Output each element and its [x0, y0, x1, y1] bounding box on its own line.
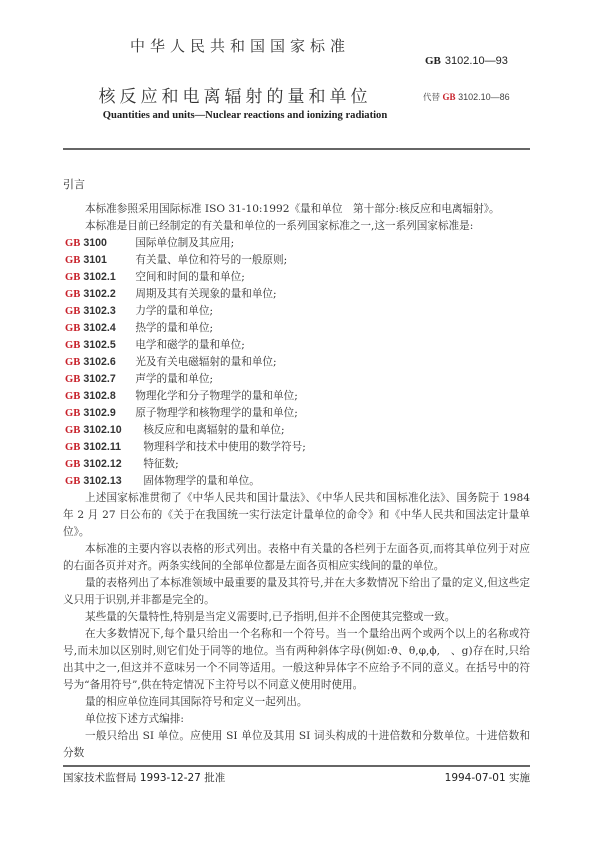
standard-number: 3102.3 [83, 305, 116, 317]
standard-number: 3102.5 [83, 339, 116, 351]
standard-title: 声学的量和单位; [135, 373, 214, 385]
footer-divider [63, 765, 530, 767]
standard-list-item [63, 354, 530, 371]
standard-list-item [63, 235, 530, 252]
standard-prefix: GB [65, 425, 81, 436]
standard-list-item [63, 439, 530, 456]
standard-title: 核反应和电离辐射的量和单位; [143, 424, 285, 436]
replaces-note [423, 91, 510, 103]
main-content [63, 178, 530, 785]
standard-number: 3102.13 [83, 475, 122, 487]
standard-prefix: GB [65, 323, 81, 334]
standard-number: 3102.6 [83, 356, 116, 368]
standard-list-item [63, 422, 530, 439]
effective-date: 1994-07-01 实施 [444, 771, 530, 784]
code-prefix: GB [425, 55, 441, 67]
standard-list-item [63, 456, 530, 473]
standard-list-item [63, 303, 530, 320]
standard-prefix: GB [65, 442, 81, 453]
standard-list-item [63, 405, 530, 422]
standard-number: 3102.1 [83, 271, 116, 283]
standard-number: 3102.4 [83, 322, 116, 334]
standard-title: 有关量、单位和符号的一般原则; [135, 254, 288, 266]
paragraph: 一般只给出 SI 单位。应使用 SI 单位及其用 SI 词头构成的十进倍数和分数单位。十进倍数和分数 [63, 730, 530, 759]
standard-prefix: GB [65, 272, 81, 283]
approval-date: 国家技术监督局 1993-12-27 批准 [63, 771, 226, 784]
replaces-number: 3102.10—86 [458, 92, 510, 102]
standard-prefix: GB [65, 476, 81, 487]
standard-title: 热学的量和单位; [135, 322, 214, 334]
paragraph: 本标准的主要内容以表格的形式列出。表格中有关量的各栏列于左面各页,而将其单位列于对应的右面各页并对齐。两条实线间的全部单位都是左面各页相应实线间的量的单位。 [63, 543, 530, 572]
paragraph: 单位按下述方式编排: [85, 713, 184, 725]
paragraph: 量的相应单位连同其国际符号和定义一起列出。 [85, 696, 308, 708]
standard-title: 空间和时间的量和单位; [135, 271, 245, 283]
standard-prefix: GB [65, 289, 81, 300]
document-body [63, 201, 530, 762]
standard-prefix: GB [65, 238, 81, 249]
paragraph: 本标准是目前已经制定的有关量和单位的一系列国家标准之一,这一系列国家标准是: [85, 220, 474, 232]
standard-prefix: GB [65, 374, 81, 385]
standard-title: 电学和磁学的量和单位; [135, 339, 245, 351]
standard-list-item [63, 286, 530, 303]
footer [63, 771, 530, 785]
standards-list [63, 235, 530, 490]
paragraph: 在大多数情况下,每个量只给出一个名称和一个符号。当一个量给出两个或两个以上的名称或符号,而未加以区别时,则它们处于同等的地位。当有两种斜体字母(例如:ϑ、θ,φ,ϕ, 、g)存在时,只给出其中之一,但这并不意味另一个不同等适用。一般这种异体字不应给予不同的意义。在括号中的符号为“备用符号”,供在特定情况下主符号以不同意义使用时使用。 [63, 628, 530, 691]
standard-number: 3102.11 [83, 441, 122, 453]
standard-title: 物理化学和分子物理学的量和单位; [135, 390, 298, 402]
national-standard-heading: 中华人民共和国国家标准 [129, 37, 350, 55]
standard-number: 3102.2 [83, 288, 116, 300]
standard-title: 国际单位制及其应用; [135, 237, 235, 249]
standard-prefix: GB [65, 391, 81, 402]
standard-list-item [63, 371, 530, 388]
standard-number: 3102.9 [83, 407, 116, 419]
paragraph: 某些量的矢量特性,特别是当定义需要时,已予指明,但并不企图使其完整或一致。 [85, 611, 456, 623]
code-number: 3102.10—93 [444, 55, 508, 67]
section-heading: 引言 [63, 178, 85, 191]
replaces-prefix: GB [442, 92, 456, 102]
standard-number: 3102.8 [83, 390, 116, 402]
english-title: Quantities and units—Nuclear reactions and ionizing radiation [102, 110, 388, 121]
standard-prefix: GB [65, 306, 81, 317]
standard-number: 3100 [83, 237, 107, 249]
paragraph: 量的表格列出了本标准领域中最重要的量及其符号,并在大多数情况下给出了量的定义,但这些定义只用于识别,并非都是完全的。 [63, 577, 530, 606]
document-title: 核反应和电离辐射的量和单位 [98, 87, 372, 107]
standard-number: 3102.12 [83, 458, 122, 470]
standard-title: 物理科学和技术中使用的数学符号; [143, 441, 306, 453]
standard-title: 特征数; [143, 458, 179, 470]
standard-number: 3101 [83, 254, 107, 266]
paragraph: 上述国家标准贯彻了《中华人民共和国计量法》、《中华人民共和国标准化法》、国务院于 1984 年 2 月 27 日公布的《关于在我国统一实行法定计量单位的命令》和《中华人民共和国法定计量单位》。 [63, 492, 530, 538]
standard-title: 力学的量和单位; [135, 305, 214, 317]
standard-number: 3102.7 [83, 373, 116, 385]
replaces-label: 代替 [423, 93, 441, 103]
standard-list-item [63, 320, 530, 337]
standard-prefix: GB [65, 459, 81, 470]
standard-list-item [63, 269, 530, 286]
paragraph: 本标准参照采用国际标准 ISO 31-10:1992《量和单位 第十部分:核反应和电离辐射》。 [85, 203, 500, 215]
standard-number: 3102.10 [83, 424, 122, 436]
standard-list-item [63, 252, 530, 269]
standard-prefix: GB [65, 357, 81, 368]
standard-prefix: GB [65, 340, 81, 351]
header-divider [63, 148, 530, 150]
standard-list-item [63, 337, 530, 354]
standard-list-item [63, 473, 530, 490]
standard-list-item [63, 388, 530, 405]
standard-title: 原子物理学和核物理学的量和单位; [135, 407, 298, 419]
standard-prefix: GB [65, 255, 81, 266]
standard-prefix: GB [65, 408, 81, 419]
paragraphs [63, 490, 530, 762]
standard-code [425, 55, 508, 67]
standard-title: 固体物理学的量和单位。 [143, 475, 260, 487]
standard-title: 光及有关电磁辐射的量和单位; [135, 356, 277, 368]
standard-title: 周期及其有关现象的量和单位; [135, 288, 277, 300]
